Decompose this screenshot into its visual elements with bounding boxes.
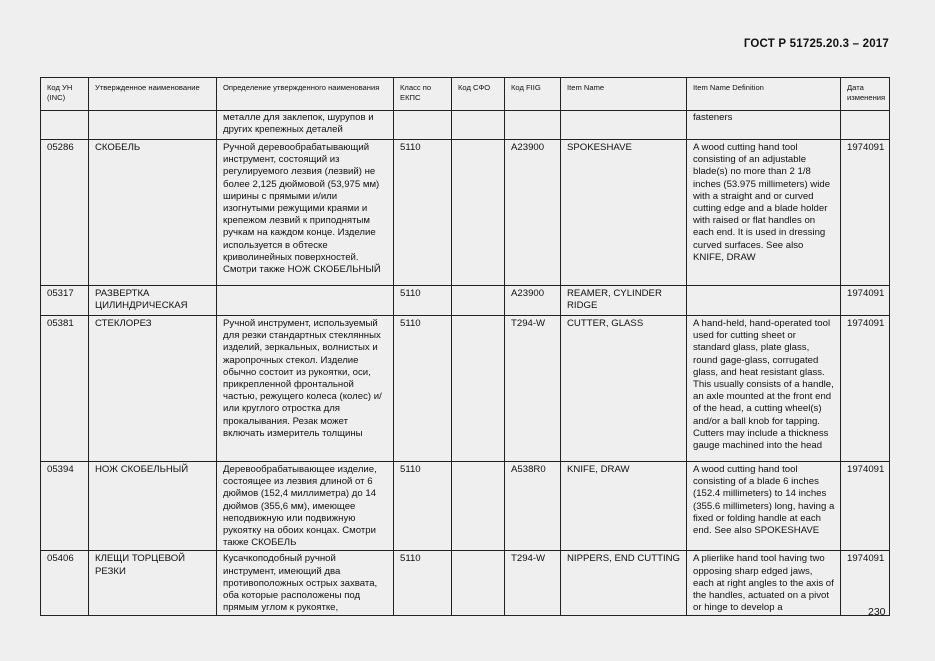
cell-sfo: [452, 111, 505, 140]
cell-item-definition: A plierlike hand tool having two opposing sharp edged jaws, each at right angles to the axis of the handles, actuated on a pivot or hinge to develop a: [687, 551, 841, 616]
cell-definition: [217, 286, 394, 316]
cell-date: 1974091: [841, 316, 890, 462]
cell-name: [89, 111, 217, 140]
cell-item-definition: A wood cutting hand tool consisting of a blade 6 inches (152.4 millimeters) to 14 inches (355.6 millimeters) long, having a fixed or folding handle at each end. See also SPOKESHAVE: [687, 462, 841, 551]
cell-definition: металле для заклепок, шурупов и других крепежных деталей: [217, 111, 394, 140]
cell-date: 1974091: [841, 462, 890, 551]
cell-date: 1974091: [841, 286, 890, 316]
cell-ekps: 5110: [394, 316, 452, 462]
header-fiig: Код FIIG: [505, 78, 561, 111]
cell-code: 05317: [41, 286, 89, 316]
cell-item-name: [561, 111, 687, 140]
header-definition: Определение утвержденного наименования: [217, 78, 394, 111]
header-approved-name: Утвержденное наименование: [89, 78, 217, 111]
cell-sfo: [452, 551, 505, 616]
cell-fiig: T294-W: [505, 551, 561, 616]
cell-date: 1974091: [841, 551, 890, 616]
cell-item-definition: A wood cutting hand tool consisting of an adjustable blade(s) no more than 2 1/8 inches (53.975 millimeters) wide with a straight and or curved cutting edge and a blade holder with raised or flat handles on each end. It is used in dressing curved surfaces. See also KNIFE, DRAW: [687, 140, 841, 286]
cell-definition: Ручной инструмент, используемый для резки стандартных стеклянных изделий, зеркальных, волнистых и жаропрочных стекол. Изделие обычно состоит из рукоятки, оси, прикрепленной фронтальной частью, режущего колеса (колес) и/или круглого отростка для прокалывания. Резак может включать измеритель толщины: [217, 316, 394, 462]
header-sfo: Код СФО: [452, 78, 505, 111]
cell-code: 05394: [41, 462, 89, 551]
cell-definition: Ручной деревообрабатывающий инструмент, состоящий из регулируемого лезвия (лезвий) не более 2,125 дюймовой (53,975 мм) ширины с прямыми и/или изогнутыми режущими краями и крепежом лезвий к приподнятым ручкам на каждом конце. Изделие используется в обтеске криволинейных поверхностей. Смотри также НОЖ СКОБЕЛЬНЫЙ: [217, 140, 394, 286]
header-item-name: Item Name: [561, 78, 687, 111]
header-code: Код УН (INC): [41, 78, 89, 111]
cell-code: [41, 111, 89, 140]
cell-code: 05381: [41, 316, 89, 462]
table-header-row: [41, 78, 890, 111]
document-standard-header: ГОСТ Р 51725.20.3 – 2017: [743, 38, 889, 50]
cell-date: 1974091: [841, 140, 890, 286]
cell-ekps: 5110: [394, 551, 452, 616]
cell-ekps: [394, 111, 452, 140]
cell-item-definition: [687, 286, 841, 316]
cell-item-definition: fasteners: [687, 111, 841, 140]
cell-fiig: A23900: [505, 286, 561, 316]
cell-code: 05286: [41, 140, 89, 286]
cell-item-name: REAMER, CYLINDER RIDGE: [561, 286, 687, 316]
cell-fiig: T294-W: [505, 316, 561, 462]
cell-item-name: NIPPERS, END CUTTING: [561, 551, 687, 616]
cell-name: КЛЕЩИ ТОРЦЕВОЙ РЕЗКИ: [89, 551, 217, 616]
cell-item-name: KNIFE, DRAW: [561, 462, 687, 551]
cell-definition: Кусачкоподобный ручной инструмент, имеющий два противоположных острых захвата, оба которые расположены под прямым углом к рукоятке,: [217, 551, 394, 616]
cell-name: НОЖ СКОБЕЛЬНЫЙ: [89, 462, 217, 551]
table-row: [41, 140, 890, 286]
cell-item-name: CUTTER, GLASS: [561, 316, 687, 462]
cell-fiig: [505, 111, 561, 140]
cell-name: РАЗВЕРТКА ЦИЛИНДРИЧЕСКАЯ: [89, 286, 217, 316]
header-item-definition: Item Name Definition: [687, 78, 841, 111]
table-row: [41, 286, 890, 316]
cell-fiig: A23900: [505, 140, 561, 286]
cell-ekps: 5110: [394, 462, 452, 551]
cell-name: СТЕКЛОРЕЗ: [89, 316, 217, 462]
cell-fiig: A538R0: [505, 462, 561, 551]
cell-sfo: [452, 286, 505, 316]
table-row: [41, 462, 890, 551]
cell-ekps: 5110: [394, 286, 452, 316]
header-ekps: Класс по ЕКПС: [394, 78, 452, 111]
cell-name: СКОБЕЛЬ: [89, 140, 217, 286]
catalog-table: [40, 77, 890, 616]
header-date: Дата изменения: [841, 78, 890, 111]
cell-ekps: 5110: [394, 140, 452, 286]
cell-sfo: [452, 140, 505, 286]
table-row: [41, 551, 890, 616]
cell-code: 05406: [41, 551, 89, 616]
cell-item-name: SPOKESHAVE: [561, 140, 687, 286]
page-number: 230: [868, 606, 886, 618]
cell-date: [841, 111, 890, 140]
cell-item-definition: A hand-held, hand-operated tool used for cutting sheet or standard glass, plate glass, round gage-glass, corrugated glass, and heat resistant glass. This usually consists of a handle, an axle mounted at the front end of the head, a cutting wheel(s) and/or a ball knob for tapping. Cutters may include a thickness gauge machined into the head: [687, 316, 841, 462]
table-row: [41, 111, 890, 140]
cell-definition: Деревообрабатывающее изделие, состоящее из лезвия длиной от 6 дюймов (152,4 миллиметра) до 14 дюймов (355,6 мм), имеющее неподвижную или подвижную рукоятку на обоих концах. Смотри также СКОБЕЛЬ: [217, 462, 394, 551]
cell-sfo: [452, 316, 505, 462]
cell-sfo: [452, 462, 505, 551]
table-row: [41, 316, 890, 462]
